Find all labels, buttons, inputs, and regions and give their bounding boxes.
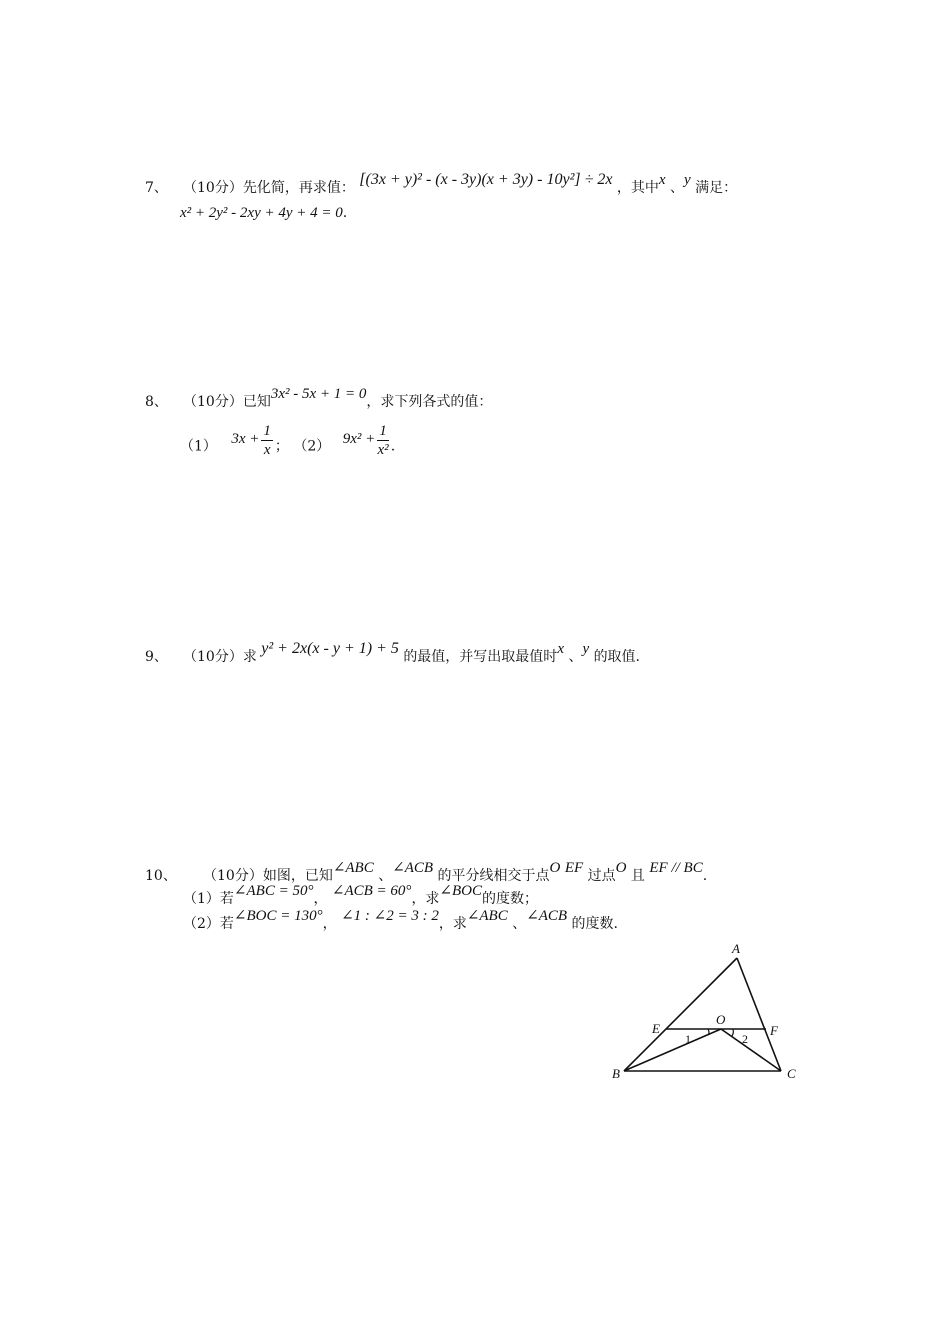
q10-text1: 如图，已知 bbox=[262, 868, 333, 884]
q10-p1-cond1: ∠ABC = 50° bbox=[233, 883, 314, 899]
label-o: O bbox=[716, 1012, 726, 1027]
angle-1-arc bbox=[708, 1029, 709, 1035]
q10-p2-cond1: ∠BOC = 130° bbox=[233, 908, 323, 924]
q9-expression: y² + 2x(x - y + 1) + 5 bbox=[261, 640, 399, 657]
label-c: C bbox=[787, 1066, 796, 1081]
angle-2-arc bbox=[732, 1029, 733, 1036]
q9-line1 bbox=[145, 640, 641, 667]
q10-p2-comma1: ， bbox=[322, 916, 337, 932]
q10-p1-cond2: ∠ACB = 60° bbox=[331, 883, 412, 899]
q9-text2: 的最值，并写出取最值时 bbox=[403, 649, 558, 665]
q10-p1-target: ∠BOC bbox=[439, 883, 483, 899]
q10-text2: 的平分线相交于点 bbox=[437, 868, 550, 884]
q7-line1 bbox=[145, 171, 738, 198]
q8-p1-sep: ； bbox=[274, 438, 289, 455]
q8-p2-denominator: x² bbox=[377, 442, 389, 458]
q10-p1-end: 的度数； bbox=[482, 891, 539, 907]
q7-text2: ，其中 bbox=[616, 180, 659, 196]
q8-p1-expr: 3x + bbox=[231, 430, 260, 447]
q8-given: 3x² - 5x + 1 = 0 bbox=[270, 386, 367, 402]
q10-angle-acb: ∠ACB bbox=[392, 860, 434, 876]
q7-sep: 、 bbox=[670, 180, 685, 196]
q9-text3: 的取值. bbox=[593, 649, 641, 665]
q10-line3 bbox=[183, 908, 618, 934]
q10-p2-text: ，求 bbox=[438, 916, 467, 932]
q10-p1-comma1: ， bbox=[313, 891, 328, 907]
q7-expression: [(3x + y)² - (x - 3y)(x + 3y) - 10y²] ÷ 2x bbox=[359, 171, 613, 188]
q7-var-x: x bbox=[658, 172, 666, 188]
q10-point-o: O bbox=[549, 860, 561, 876]
q10-line1 bbox=[145, 860, 708, 886]
q8-p2-end: . bbox=[390, 438, 396, 455]
q9-var-x: x bbox=[557, 641, 564, 657]
q8-points: （10分） bbox=[183, 394, 243, 410]
q10-text4: 且 bbox=[630, 868, 645, 884]
q10-text3: 过点 bbox=[587, 868, 616, 884]
q8-p1-fraction bbox=[261, 422, 273, 459]
q9-text1: 求 bbox=[242, 649, 257, 665]
q8-text1: 已知 bbox=[242, 394, 271, 410]
segment-bo bbox=[624, 1029, 721, 1071]
q10-p1-text: ，求 bbox=[411, 891, 440, 907]
q8-p2-numerator: 1 bbox=[379, 423, 387, 439]
triangle-figure bbox=[600, 935, 820, 1085]
q8-p2-fraction bbox=[377, 422, 389, 459]
q10-p2-cond2: ∠1 : ∠2 = 3 : 2 bbox=[341, 908, 439, 924]
q10-seg-ef: EF bbox=[564, 860, 584, 876]
q9-var-y: y bbox=[582, 641, 590, 657]
q7-text1: 先化简，再求值： bbox=[242, 180, 355, 196]
q7-end: . bbox=[342, 205, 348, 221]
q7-condition: x² + 2y² - 2xy + 4y + 4 = 0 bbox=[180, 205, 343, 221]
label-f: F bbox=[770, 1023, 778, 1038]
q10-p1-label: （1）若 bbox=[183, 891, 234, 907]
q7-text3: 满足： bbox=[695, 180, 738, 196]
q9-sep: 、 bbox=[568, 649, 583, 665]
q10-end: . bbox=[702, 868, 708, 884]
q8-line2 bbox=[180, 423, 396, 465]
q10-points: （10分） bbox=[203, 868, 263, 884]
q8-p2-expr: 9x² + bbox=[342, 430, 376, 447]
label-e: E bbox=[652, 1021, 660, 1036]
q7-var-y: y bbox=[684, 172, 691, 188]
q10-point-o2: O bbox=[615, 860, 627, 876]
q10-sep: 、 bbox=[378, 868, 393, 884]
q8-text2: ，求下列各式的值： bbox=[366, 394, 493, 410]
q8-p1-numerator: 1 bbox=[263, 423, 271, 439]
label-angle-1: 1 bbox=[685, 1032, 691, 1046]
q8-number: 8、 bbox=[145, 394, 168, 410]
q9-points: （10分） bbox=[183, 649, 243, 665]
q10-parallel: EF // BC bbox=[649, 860, 703, 876]
q8-p2-label: （2） bbox=[293, 438, 331, 455]
q8-line1 bbox=[145, 386, 493, 412]
q8-p1-label: （1） bbox=[180, 438, 217, 455]
q10-p2-sep: 、 bbox=[512, 916, 527, 932]
q10-p2-target2: ∠ACB bbox=[526, 908, 568, 924]
q10-p2-label: （2）若 bbox=[183, 916, 234, 932]
q10-angle-abc: ∠ABC bbox=[332, 860, 374, 876]
q10-number: 10、 bbox=[145, 868, 177, 884]
label-a: A bbox=[732, 941, 740, 956]
q10-p2-target1: ∠ABC bbox=[466, 908, 508, 924]
q10-line2 bbox=[183, 883, 539, 909]
q9-number: 9、 bbox=[145, 649, 168, 665]
q7-points: （10分） bbox=[183, 180, 243, 196]
label-b: B bbox=[612, 1066, 620, 1081]
q7-line2 bbox=[180, 203, 347, 223]
q7-number: 7、 bbox=[145, 180, 168, 196]
q10-p2-end: 的度数. bbox=[571, 916, 618, 932]
label-angle-2: 2 bbox=[742, 1032, 748, 1046]
side-ac bbox=[737, 958, 781, 1071]
q8-p1-denominator: x bbox=[263, 442, 271, 458]
